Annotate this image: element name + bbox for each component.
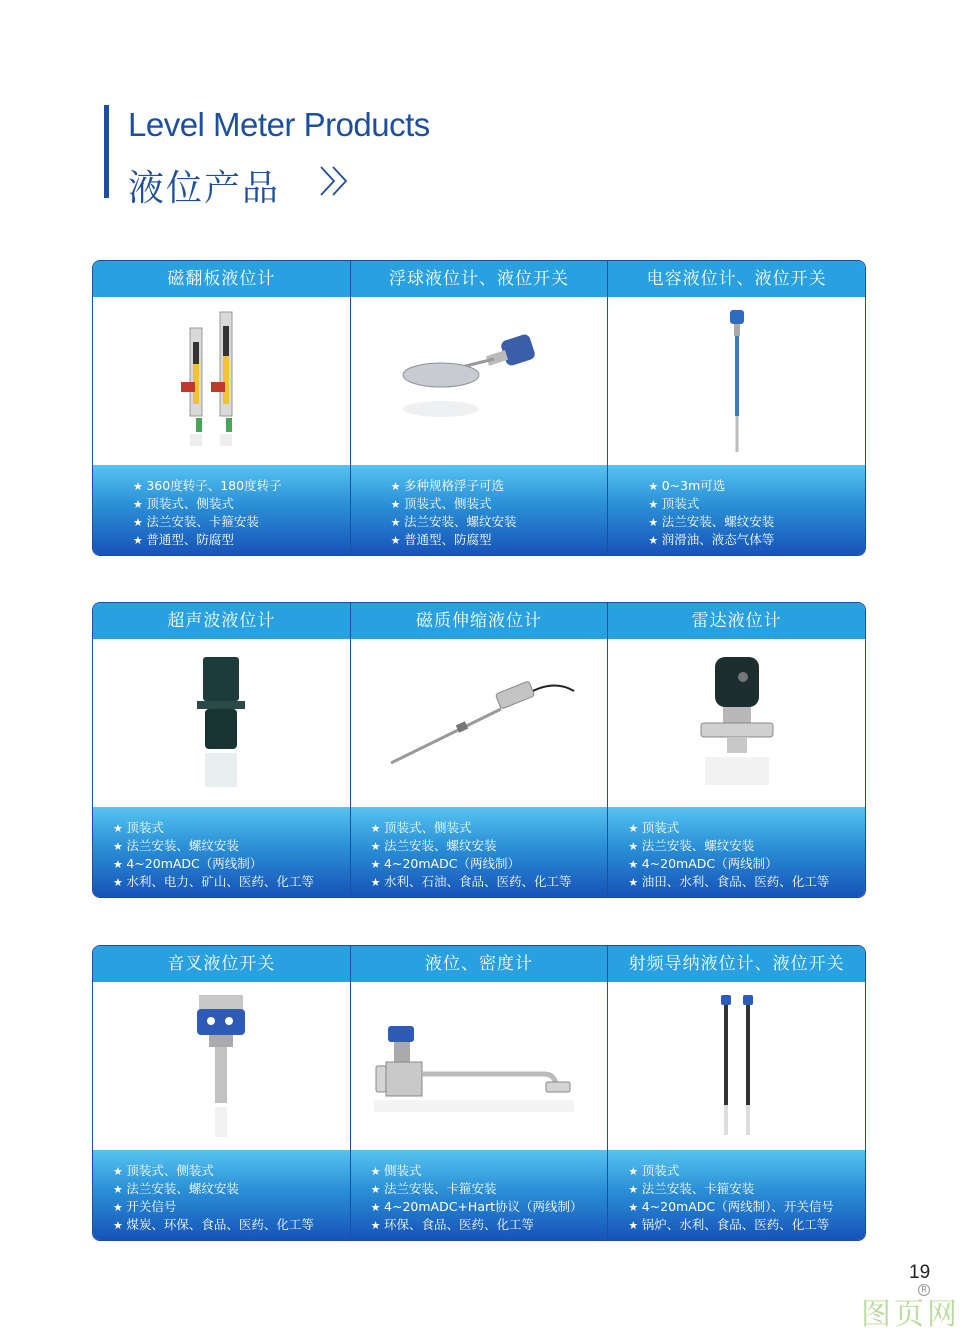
double-chevron-right-icon (318, 164, 352, 198)
feature-list (608, 1150, 865, 1240)
feature-item: ★ 4~20mADC（两线制）、开关信号 (628, 1198, 865, 1216)
feature-item: ★ 顶装式、侧装式 (113, 1162, 350, 1180)
feature-list (608, 807, 865, 897)
product-card (608, 946, 865, 1240)
product-card (93, 603, 351, 897)
product-card (351, 603, 609, 897)
page-title-cn: 液位产品 (128, 168, 281, 209)
feature-item: ★ 侧装式 (371, 1162, 608, 1180)
feature-item: ★ 顶装式 (113, 819, 350, 837)
feature-item: ★ 4~20mADC+Hart协议（两线制） (371, 1198, 608, 1216)
feature-item: ★ 顶装式 (628, 819, 865, 837)
feature-item: ★ 顶装式、侧装式 (133, 495, 350, 513)
product-row-2 (92, 602, 866, 898)
feature-item: ★ 法兰安装、螺纹安装 (371, 837, 608, 855)
product-title: 磁翻板液位计 (93, 261, 350, 297)
product-title: 磁质伸缩液位计 (351, 603, 608, 639)
page-title-en: Level Meter Products (128, 106, 430, 143)
level-density-meter-image (351, 982, 608, 1150)
feature-item: ★ 油田、水利、食品、医药、化工等 (628, 873, 865, 891)
feature-item: ★ 法兰安装、螺纹安装 (648, 513, 865, 531)
registered-mark: R (918, 1284, 930, 1296)
feature-item: ★ 法兰安装、螺纹安装 (113, 1180, 350, 1198)
product-card (351, 946, 609, 1240)
capacitance-level-probe-image (608, 297, 865, 465)
feature-item: ★ 开关信号 (113, 1198, 350, 1216)
product-title: 雷达液位计 (608, 603, 865, 639)
magnetostrictive-level-meter-image (351, 639, 608, 807)
product-row-3 (92, 945, 866, 1241)
feature-item: ★ 锅炉、水利、食品、医药、化工等 (628, 1216, 865, 1234)
rf-admittance-level-meter-image (608, 982, 865, 1150)
product-title: 音叉液位开关 (93, 946, 350, 982)
feature-list (93, 807, 350, 897)
feature-list (608, 465, 865, 555)
feature-item: ★ 顶装式 (628, 1162, 865, 1180)
product-card (608, 603, 865, 897)
feature-item: ★ 4~20mADC（两线制） (371, 855, 608, 873)
feature-item: ★ 360度转子、180度转子 (133, 477, 350, 495)
feature-item: ★ 普通型、防腐型 (133, 531, 350, 549)
feature-item: ★ 4~20mADC（两线制） (113, 855, 350, 873)
page-number: 19 (909, 1262, 931, 1283)
feature-item: ★ 4~20mADC（两线制） (628, 855, 865, 873)
product-card (608, 261, 865, 555)
feature-item: ★ 多种规格浮子可选 (391, 477, 608, 495)
product-card (93, 261, 351, 555)
feature-list (93, 1150, 350, 1240)
header-accent-bar (104, 105, 109, 198)
feature-list (351, 465, 608, 555)
feature-item: ★ 法兰安装、螺纹安装 (113, 837, 350, 855)
feature-item: ★ 法兰安装、卡箍安装 (371, 1180, 608, 1198)
float-level-switch-image (351, 297, 608, 465)
radar-level-meter-image (608, 639, 865, 807)
product-title: 射频导纳液位计、液位开关 (608, 946, 865, 982)
feature-item: ★ 煤炭、环保、食品、医药、化工等 (113, 1216, 350, 1234)
feature-item: ★ 水利、石油、食品、医药、化工等 (371, 873, 608, 891)
feature-list (351, 1150, 608, 1240)
product-card (93, 946, 351, 1240)
ultrasonic-level-meter-image (93, 639, 350, 807)
feature-item: ★ 法兰安装、螺纹安装 (391, 513, 608, 531)
tuning-fork-level-switch-image (93, 982, 350, 1150)
product-title: 电容液位计、液位开关 (608, 261, 865, 297)
feature-item: ★ 法兰安装、卡箍安装 (133, 513, 350, 531)
feature-item: ★ 法兰安装、螺纹安装 (628, 837, 865, 855)
watermark: 图页网 (861, 1297, 960, 1332)
feature-list (351, 807, 608, 897)
feature-item: ★ 顶装式 (648, 495, 865, 513)
feature-item: ★ 0~3m可选 (648, 477, 865, 495)
feature-item: ★ 普通型、防腐型 (391, 531, 608, 549)
product-title: 浮球液位计、液位开关 (351, 261, 608, 297)
feature-item: ★ 顶装式、侧装式 (391, 495, 608, 513)
feature-list (93, 465, 350, 555)
product-title: 液位、密度计 (351, 946, 608, 982)
feature-item: ★ 水利、电力、矿山、医药、化工等 (113, 873, 350, 891)
magnetic-flap-level-gauge-image (93, 297, 350, 465)
product-card (351, 261, 609, 555)
product-title: 超声波液位计 (93, 603, 350, 639)
feature-item: ★ 润滑油、液态气体等 (648, 531, 865, 549)
feature-item: ★ 环保、食品、医药、化工等 (371, 1216, 608, 1234)
product-row-1 (92, 260, 866, 556)
feature-item: ★ 法兰安装、卡箍安装 (628, 1180, 865, 1198)
feature-item: ★ 顶装式、侧装式 (371, 819, 608, 837)
